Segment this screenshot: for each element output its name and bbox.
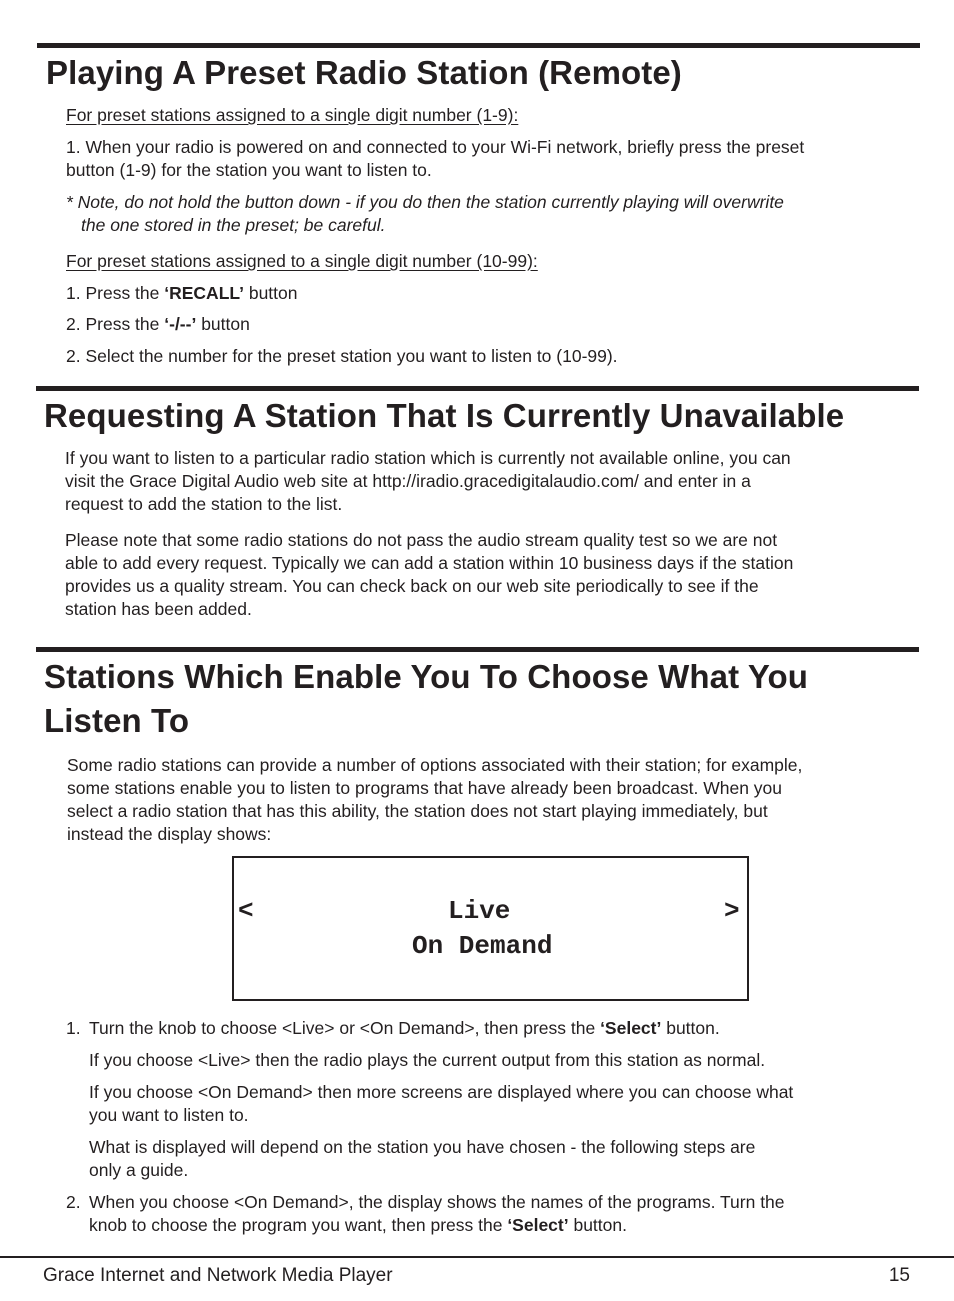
- step-recall: [66, 282, 298, 305]
- paragraph-line: provides us a quality stream. You can check back on our web site periodically to see if the: [65, 576, 759, 596]
- paragraph-line: request to add the station to the list.: [65, 494, 343, 514]
- paragraph-line: If you want to listen to a particular radio station which is currently not available online, you can: [65, 448, 791, 468]
- section-rule-3: [36, 647, 919, 652]
- display-on-demand: On Demand: [412, 931, 553, 961]
- recall-label: ‘RECALL’: [164, 283, 244, 303]
- list-number: 1.: [66, 1018, 81, 1038]
- list-item-1: [89, 1017, 720, 1040]
- dash-label: ‘-/--’: [164, 314, 197, 334]
- paragraph-line: 1. When your radio is powered on and connected to your Wi-Fi network, briefly press the preset: [66, 137, 805, 157]
- step-text: button: [243, 283, 298, 303]
- section-title-preset: Playing A Preset Radio Station (Remote): [46, 54, 682, 91]
- list-text: button.: [568, 1215, 627, 1235]
- right-arrow: >: [724, 896, 740, 926]
- paragraph-line: able to add every request. Typically we can add a station within 10 business days if the station: [65, 553, 794, 573]
- footer-page-number: 15: [888, 1265, 910, 1286]
- list-text: Turn the knob to choose <Live> or <On Demand>, then press the: [89, 1018, 601, 1038]
- left-arrow: <: [238, 896, 254, 926]
- paragraph-line: button (1-9) for the station you want to listen to.: [66, 160, 432, 180]
- step-text: button: [196, 314, 250, 334]
- paragraph-line: station has been added.: [65, 599, 252, 619]
- paragraph-line: Some radio stations can provide a number of options associated with their station; for example,: [67, 755, 803, 775]
- step-select-number: 2. Select the number for the preset station you want to listen to (10-99).: [66, 346, 618, 366]
- footer-rule: [0, 1256, 954, 1258]
- list-number: 2.: [66, 1192, 81, 1212]
- note-line: the one stored in the preset; be careful.: [81, 215, 386, 235]
- note-line: * Note, do not hold the button down - if you do then the station currently playing will overwrite: [66, 192, 784, 212]
- step-text: 1. Press the: [66, 283, 165, 303]
- paragraph-line: What is displayed will depend on the station you have chosen - the following steps are: [89, 1137, 756, 1157]
- paragraph-line: If you choose <On Demand> then more screens are displayed where you can choose what: [89, 1082, 794, 1102]
- step-dash: [66, 313, 250, 336]
- list-text: knob to choose the program you want, then press the: [89, 1215, 508, 1235]
- list-item-2-line2: [89, 1214, 627, 1237]
- select-label: ‘Select’: [507, 1215, 569, 1235]
- paragraph-line: visit the Grace Digital Audio web site at http://iradio.gracedigitalaudio.com/ and enter in a: [65, 471, 751, 491]
- subheading-single-digit: For preset stations assigned to a single digit number (1-9):: [66, 105, 519, 125]
- paragraph-line: only a guide.: [89, 1160, 189, 1180]
- section-rule-1: [37, 43, 920, 48]
- paragraph-line: you want to listen to.: [89, 1105, 249, 1125]
- paragraph-line: instead the display shows:: [67, 824, 272, 844]
- display-live: Live: [448, 896, 511, 926]
- paragraph-line: Please note that some radio stations do not pass the audio stream quality test so we are not: [65, 530, 778, 550]
- section-title-requesting: Requesting A Station That Is Currently Unavailable: [44, 397, 845, 434]
- paragraph-line: some stations enable you to listen to programs that have already been broadcast. When you: [67, 778, 783, 798]
- step-text: 2. Press the: [66, 314, 165, 334]
- section-title-stations: Stations Which Enable You To Choose What You: [44, 658, 809, 695]
- list-item-2: When you choose <On Demand>, the display shows the names of the programs. Turn the: [89, 1192, 785, 1212]
- list-text: button.: [661, 1018, 720, 1038]
- section-rule-2: [36, 386, 919, 391]
- subheading-double-digit: For preset stations assigned to a single digit number (10-99):: [66, 251, 538, 271]
- paragraph-line: If you choose <Live> then the radio plays the current output from this station as normal.: [89, 1050, 766, 1070]
- footer-product-name: Grace Internet and Network Media Player: [43, 1265, 393, 1286]
- select-label: ‘Select’: [600, 1018, 662, 1038]
- paragraph-line: select a radio station that has this ability, the station does not start playing immediately, but: [67, 801, 768, 821]
- radio-display: [232, 856, 749, 1001]
- section-title-stations-line2: Listen To: [44, 702, 190, 739]
